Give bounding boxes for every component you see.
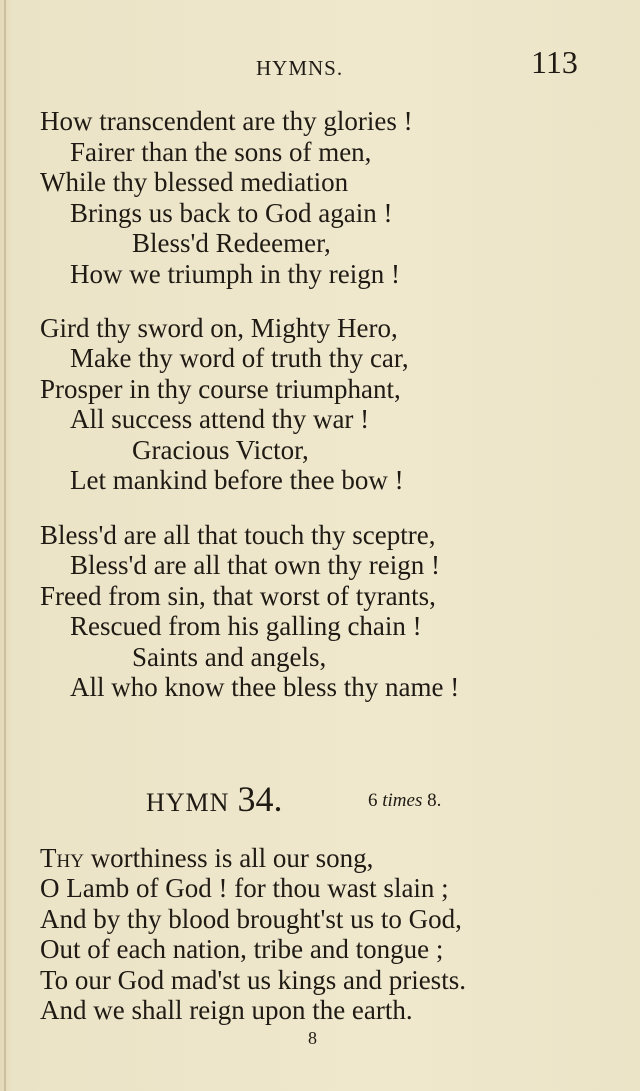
stanza-3-line-5: Saints and angels,	[132, 642, 327, 672]
meter-times: times	[382, 790, 423, 811]
hymn-label: HYMN	[146, 788, 230, 817]
hymn-line-3: And by thy blood brought'st us to God,	[40, 904, 462, 934]
stanza-1-line-1: How transcendent are thy glories !	[40, 106, 413, 136]
hymn-line-1	[40, 843, 373, 873]
stanza-2-line-2: Make thy word of truth thy car,	[70, 343, 409, 373]
hymn-meter	[368, 790, 441, 812]
stanza-3-line-6: All who know thee bless thy name !	[70, 672, 460, 702]
meter-suffix: 8.	[427, 790, 442, 811]
hymn-number: 34.	[237, 779, 283, 819]
running-head: HYMNS.	[256, 56, 344, 80]
hymn-line-4: Out of each nation, tribe and tongue ;	[40, 934, 444, 964]
stanza-3-line-4: Rescued from his galling chain !	[70, 611, 422, 641]
stanza-2-line-1: Gird thy sword on, Mighty Hero,	[40, 313, 398, 343]
page-gutter	[4, 0, 6, 1091]
stanza-2-line-5: Gracious Victor,	[132, 435, 309, 465]
stanza-1-line-6: How we triumph in thy reign !	[70, 259, 400, 289]
hymn-line-6: And we shall reign upon the earth.	[40, 995, 413, 1025]
stanza-1-line-3: While thy blessed mediation	[40, 167, 349, 197]
meter-prefix: 6	[368, 790, 378, 811]
hymn-first-line-rest: worthiness is all our song,	[83, 843, 374, 873]
stanza-1-line-4: Brings us back to God again !	[70, 198, 393, 228]
hymn-heading	[146, 778, 282, 820]
stanza-2-line-6: Let mankind before thee bow !	[70, 465, 404, 495]
stanza-1-line-2: Fairer than the sons of men,	[70, 137, 372, 167]
hymn-line-2: O Lamb of God ! for thou wast slain ;	[40, 873, 449, 903]
hymn-first-word: Thy	[40, 843, 84, 873]
stanza-2-line-4: All success attend thy war !	[70, 404, 370, 434]
stanza-3-line-1: Bless'd are all that touch thy sceptre,	[40, 520, 436, 550]
hymn-line-5: To our God mad'st us kings and priests.	[40, 965, 466, 995]
stanza-3-line-3: Freed from sin, that worst of tyrants,	[40, 581, 436, 611]
page-number: 113	[531, 44, 578, 80]
stanza-3-line-2: Bless'd are all that own thy reign !	[70, 550, 441, 580]
stanza-2-line-3: Prosper in thy course triumphant,	[40, 374, 401, 404]
stanza-1-line-5: Bless'd Redeemer,	[132, 228, 331, 258]
signature-mark: 8	[308, 1028, 317, 1048]
